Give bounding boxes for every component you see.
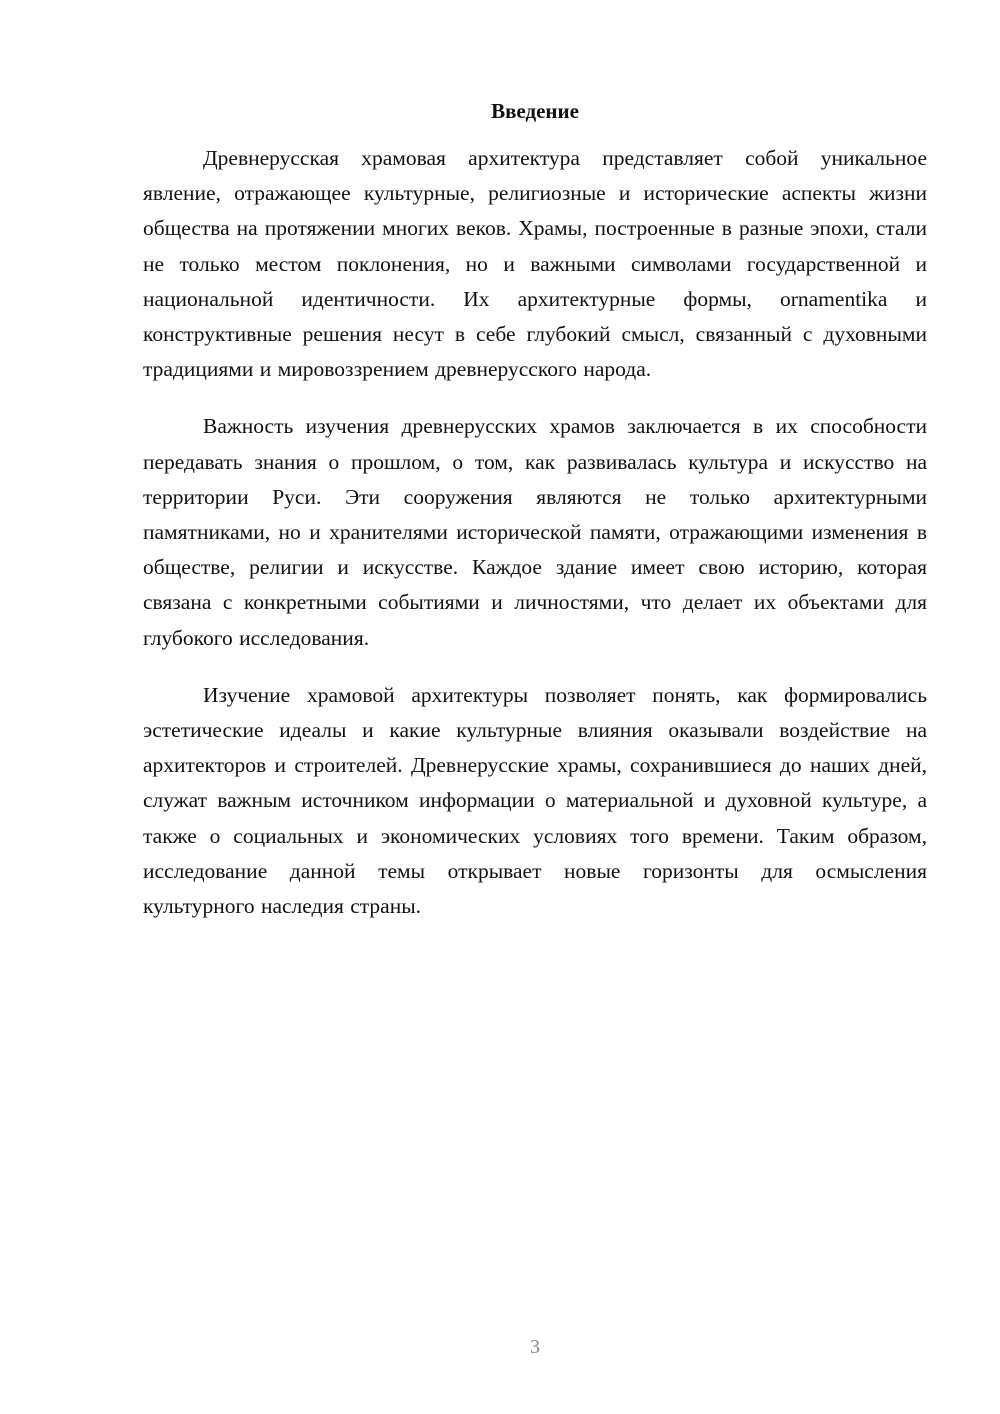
paragraph-1: Древнерусская храмовая архитектура представляет собой уникальное явление, отражающее культурные, религиозные и исторические аспекты жизни общества на протяжении многих веков. Храмы, построенные в разные эпохи, стали не только местом поклонения, но и важными символами государственной и национальной идентичности. Их архитектурные формы, ornamentika и конструктивные решения несут в себе глубокий смысл, связанный с духовными традициями и мировоззрением древнерусского народа. <box>143 146 927 382</box>
body-text <box>143 141 927 946</box>
paragraph-3: Изучение храмовой архитектуры позволяет понять, как формировались эстетические идеалы и какие культурные влияния оказывали воздействие на архитекторов и строителей. Древнерусские храмы, сохранившиеся до наших дней, служат важным источником информации о материальной и духовной культуре, а также о социальных и экономических условиях того времени. Таким образом, исследование данной темы открывает новые горизонты для осмысления культурного наследия страны. <box>143 682 927 919</box>
section-heading: Введение <box>491 99 579 123</box>
paragraph-2: Важность изучения древнерусских храмов заключается в их способности передавать знания о прошлом, о том, как развивалась культура и искусство на территории Руси. Эти сооружения являются не только архитектурными памятниками, но и хранителями исторической памяти, отражающими изменения в обществе, религии и искусстве. Каждое здание имеет свою историю, которая связана с конкретными событиями и личностями, что делает их объектами для глубокого исследования. <box>143 414 927 650</box>
page-number: 3 <box>530 1336 540 1358</box>
